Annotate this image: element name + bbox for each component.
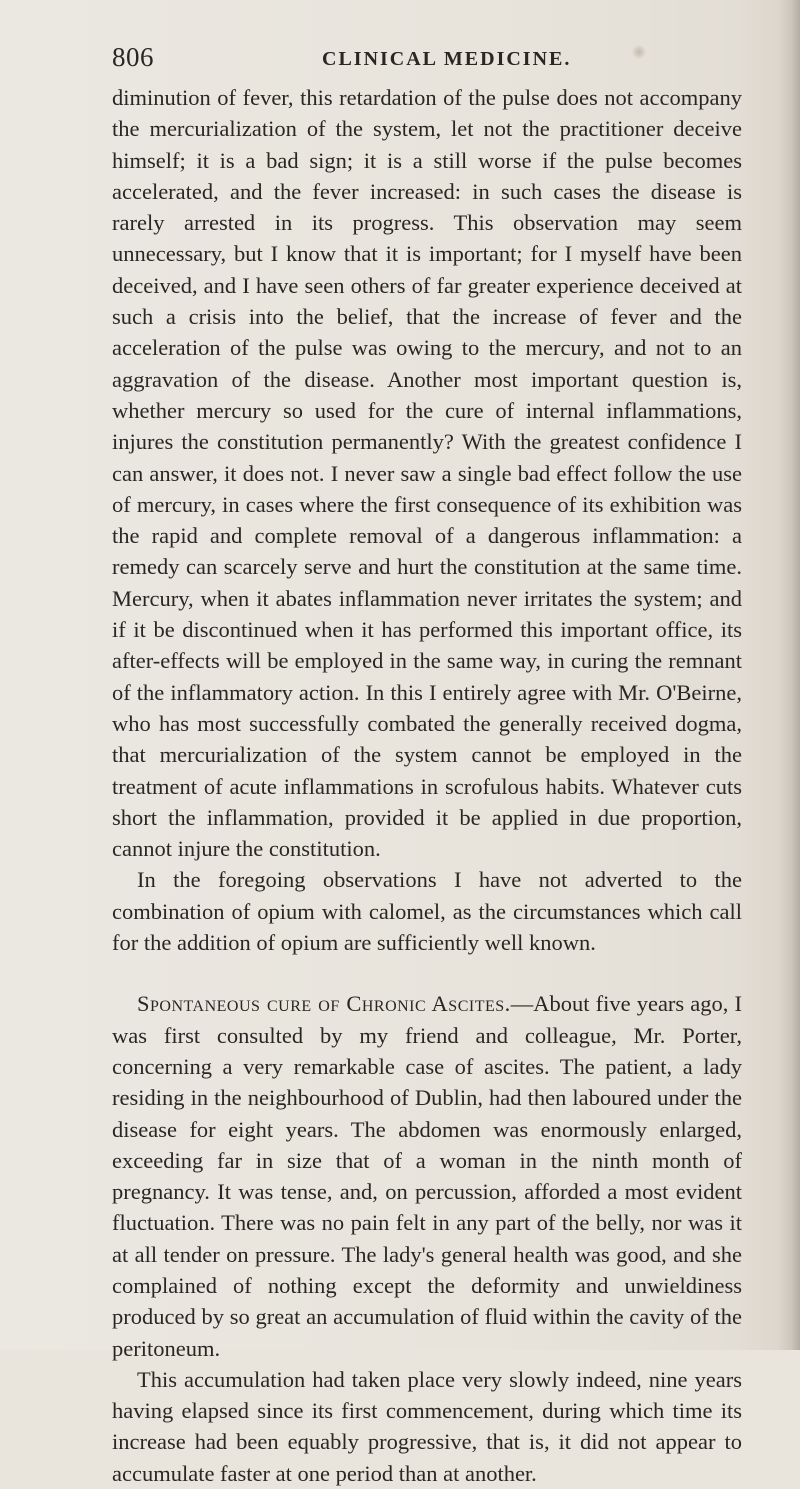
running-head: CLINICAL MEDICINE.: [322, 48, 572, 70]
section-heading: Spontaneous cure of Chronic Ascites.: [137, 991, 511, 1017]
section-paragraph: [112, 988, 742, 1364]
section-text: —About five years ago, I was first consulted by my friend and colleague, Mr. Porter, concerning a very remarkable case of ascites. The patient, a lady residing in the neighbourhood of Dublin, had then laboured under the disease for eight years. The abdomen was enormously enlarged, exceeding far in size that of a woman in the ninth month of pregnancy. It was tense, and, on percussion, afforded a most evident fluctuation. There was no pain felt in any part of the belly, nor was it at all tender on pressure. The lady's general health was good, and she complained of nothing except the deformity and unwieldiness produced by so great an accumulation of fluid within the cavity of the peritoneum.: [112, 991, 742, 1361]
ink-blot: [632, 44, 646, 60]
body-text: [112, 82, 742, 1489]
page-header: [112, 40, 752, 74]
paragraph: This accumulation had taken place very slowly indeed, nine years having elapsed since its first commencement, during which time its increase had been equably progressive, that is, it did not appear to accumulate faster at one period than at another.: [112, 1366, 742, 1486]
paragraph: diminution of fever, this retardation of the pulse does not accompany the mercurialization of the system, let not the practitioner deceive himself; it is a bad sign; it is a still worse if the pulse becomes accelerated, and the fever increased: in such cases the disease is rarely arrested in its progress. This observation may seem unnecessary, but I know that it is important; for I myself have been deceived, and I have seen others of far greater experience deceived at such a crisis into the belief, that the increase of fever and the acceleration of the pulse was owing to the mercury, and not to an aggravation of the disease. Another most important question is, whether mercury so used for the cure of internal inflammations, injures the constitution permanently? With the greatest confidence I can answer, it does not. I never saw a single bad effect follow the use of mercury, in cases where the first consequence of its exhibition was the rapid and complete removal of a dangerous inflammation: a remedy can scarcely serve and hurt the constitution at the same time. Mercury, when it abates inflammation never irritates the system; and if it be discontinued when it has performed this important office, its after-effects will be employed in the same way, in curing the remnant of the inflammatory action. In this I entirely agree with Mr. O'Beirne, who has most successfully combated the generally received dogma, that mercurialization of the system cannot be employed in the treatment of acute inflammations in scrofulous habits. Whatever cuts short the inflammation, provided it be applied in due proportion, cannot injure the constitution.: [112, 85, 742, 862]
page-gutter-shadow: [778, 0, 800, 1350]
paragraph: In the foregoing observations I have not adverted to the combination of opium with calomel, as the circumstances which call for the addition of opium are sufficiently well known.: [112, 867, 742, 956]
page-number: 806: [112, 42, 154, 72]
